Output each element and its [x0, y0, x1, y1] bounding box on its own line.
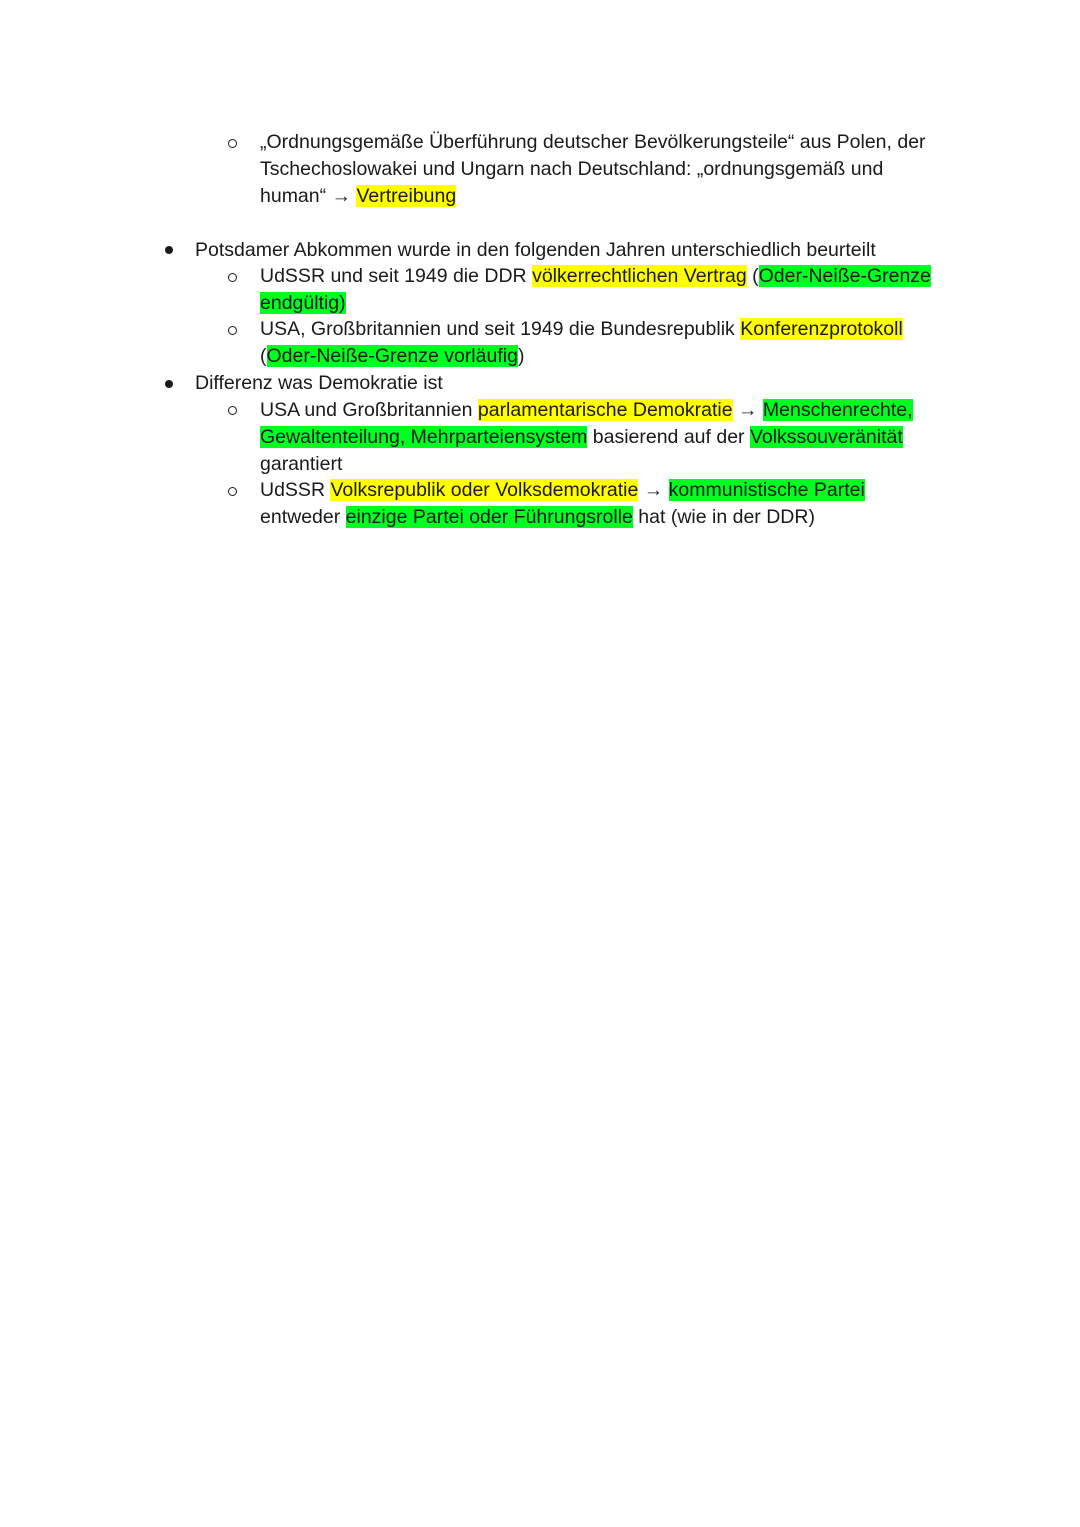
- highlight-yellow: Volksrepublik oder Volksdemokratie: [330, 479, 639, 501]
- highlight-green: endgültig): [260, 292, 346, 314]
- text: UdSSR: [260, 479, 331, 501]
- text-line: [260, 183, 456, 210]
- sub-bullet-marker: [228, 273, 237, 282]
- text: (: [260, 345, 267, 367]
- text-line: [260, 424, 903, 451]
- text: [663, 479, 668, 501]
- text-line: [195, 370, 443, 397]
- highlight-yellow: völkerrechtlichen Vertrag: [532, 265, 747, 287]
- text-line: [260, 156, 883, 183]
- sub-bullet-marker: [228, 139, 237, 148]
- text: „Ordnungsgemäße Überführung deutscher Bevölkerungsteile“ aus Polen, der: [260, 131, 926, 153]
- text: hat (wie in der DDR): [632, 506, 815, 528]
- text-line: [260, 290, 346, 317]
- highlight-green: Volkssouveränität: [749, 426, 903, 448]
- text-line: [260, 316, 903, 343]
- text-line: [260, 397, 913, 424]
- highlight-green: Menschenrechte,: [762, 399, 913, 421]
- text-line: [260, 504, 815, 531]
- highlight-green: Oder-Neiße-Grenze vorläufig: [266, 345, 518, 367]
- highlight-yellow: Konferenzprotokoll: [740, 318, 903, 340]
- bullet-marker: [165, 246, 173, 254]
- text-line: [195, 237, 876, 264]
- text: USA, Großbritannien und seit 1949 die Bundesrepublik: [260, 318, 741, 340]
- text: UdSSR und seit 1949 die DDR: [260, 265, 533, 287]
- highlight-green: Gewaltenteilung, Mehrparteiensystem: [260, 426, 588, 448]
- highlight-green: kommunistische Partei: [668, 479, 865, 501]
- text-line: [260, 451, 342, 478]
- text: ): [517, 345, 525, 367]
- text: garantiert: [260, 453, 343, 475]
- sub-bullet-marker: [228, 487, 237, 496]
- text: entweder: [260, 506, 346, 528]
- arrow-icon: →: [331, 185, 352, 207]
- text: (: [746, 265, 759, 287]
- text: basierend auf der: [587, 426, 750, 448]
- highlight-green: einzige Partei oder Führungsrolle: [345, 506, 633, 528]
- sub-bullet-marker: [228, 406, 237, 415]
- text-line: [260, 477, 865, 504]
- text-line: [260, 129, 926, 156]
- sub-bullet-marker: [228, 326, 237, 335]
- arrow-icon: →: [643, 479, 664, 501]
- text: human“: [260, 185, 332, 207]
- text: Potsdamer Abkommen wurde in den folgenden Jahren unterschiedlich beurteilt: [195, 239, 876, 261]
- highlight-yellow: Vertreibung: [356, 185, 457, 207]
- arrow-icon: →: [738, 399, 758, 421]
- text: Differenz was Demokratie ist: [195, 372, 443, 394]
- text: Tschechoslowakei und Ungarn nach Deutschland: „ordnungsgemäß und: [260, 158, 884, 180]
- highlight-yellow: parlamentarische Demokratie: [477, 399, 733, 421]
- bullet-marker: [165, 380, 173, 388]
- text: USA und Großbritannien: [260, 399, 478, 421]
- highlight-green: Oder-Neiße-Grenze: [758, 265, 931, 287]
- text-line: [260, 263, 931, 290]
- text-line: [260, 343, 524, 370]
